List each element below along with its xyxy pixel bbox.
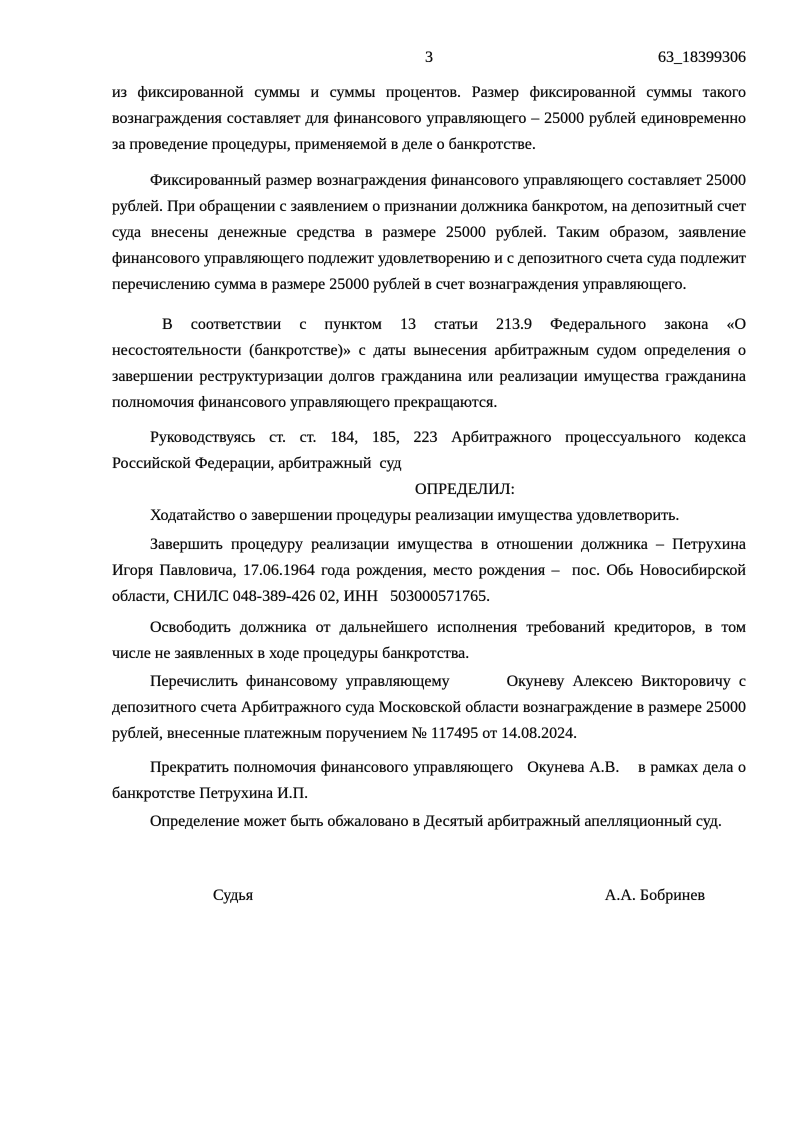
reasoning-paragraph: из фиксированной суммы и суммы процентов. Размер фиксированной суммы такого вознаграждения составляет для финансового управляющего – 25000 рублей единовременно за проведение процедуры, применяемой в деле о банкротстве. [112, 84, 746, 153]
operative-paragraph: Ходатайство о завершении процедуры реализации имущества удовлетворить. [150, 507, 680, 524]
signature-block [112, 883, 746, 909]
reasoning-paragraph: В соответствии с пунктом 13 статьи 213.9 Федерального закона «О несостоятельности (банкротстве)» с даты вынесения арбитражным судом определения о завершении реструктуризации долгов гражданина или реализации имущества гражданина полномочия финансового управляющего прекращаются. [112, 316, 746, 411]
judge-name: А.А. Бобринев [604, 887, 705, 904]
page-header [112, 45, 746, 71]
operative-paragraph: Освободить должника от дальнейшего исполнения требований кредиторов, в том числе не заявленных в ходе процедуры банкротства. [112, 619, 746, 662]
resolution-heading: ОПРЕДЕЛИЛ: [415, 481, 515, 498]
page-number: 3 [425, 49, 433, 66]
reasoning-paragraph: Фиксированный размер вознаграждения финансового управляющего составляет 25000 рублей. При обращении с заявлением о признании должника банкротом, на депозитный счет суда внесены денежные средства в размере 25000 рублей. Таким образом, заявление финансового управляющего подлежит удовлетворению и с депозитного счета суда подлежит перечислению сумма в размере 25000 рублей в счет вознаграждения управляющего. [112, 172, 746, 293]
reasoning-paragraph: Руководствуясь ст. ст. 184, 185, 223 Арбитражного процессуального кодекса Российской Федерации, арбитражный суд [112, 429, 746, 472]
operative-paragraph: Перечислить финансовому управляющему Окуневу Алексею Викторовичу с депозитного счета Арбитражного суда Московской области вознаграждение в размере 25000 рублей, внесенные платежным поручением № 117495 от 14.08.2024. [112, 673, 746, 742]
operative-paragraph: Прекратить полномочия финансового управляющего Окунева А.В. в рамках дела о банкротстве Петрухина И.П. [112, 759, 746, 802]
document-code: 63_18399306 [658, 49, 746, 66]
operative-paragraph: Определение может быть обжаловано в Десятый арбитражный апелляционный суд. [150, 813, 722, 830]
operative-paragraph: Завершить процедуру реализации имущества в отношении должника – Петрухина Игоря Павловича, 17.06.1964 года рождения, место рождения – пос. Обь Новосибирской области, СНИЛС 048-389-426 02, ИНН 503000571765. [112, 536, 746, 605]
judge-label: Судья [213, 887, 254, 904]
